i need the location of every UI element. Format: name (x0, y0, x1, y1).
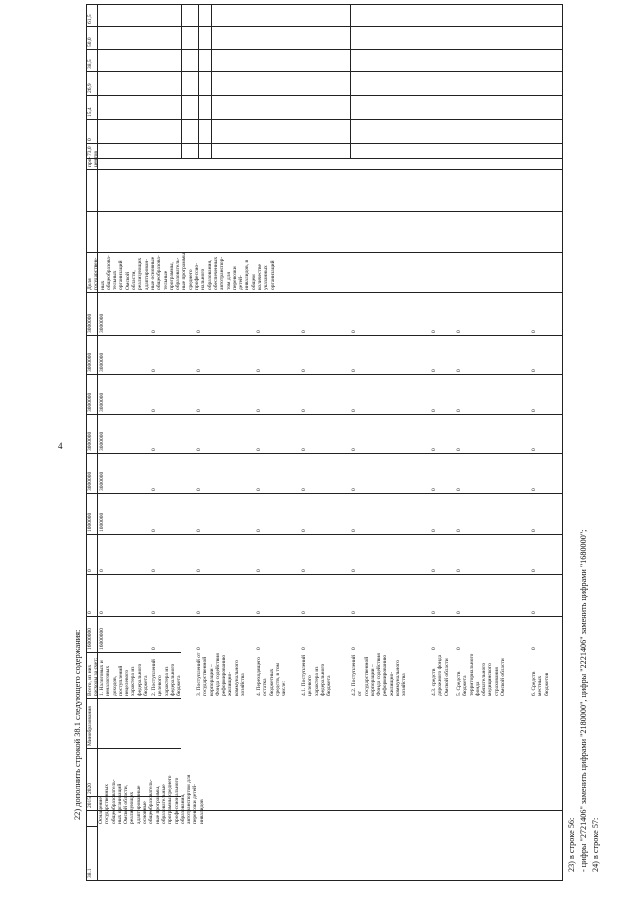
task-name-text: Оснащение государственных общеобразователь- ных организаций Омской области, реализующих адаптированные основные общеобразователь- ные программы, образовательные программы среднего профессионального образования, автотранспортом для перевозки детей- инвалидов (98, 774, 205, 824)
source-3-value-0-text: 0 (196, 647, 202, 650)
source-5-value-7 (300, 335, 350, 374)
source-label-1-text: 1. Налоговых и неналоговых доходов, поступлений нецелевого характера из федерального бюджета (99, 660, 150, 696)
source-7-value-7-text: 0 (431, 369, 437, 372)
source-6-value-1-text: 0 (351, 611, 357, 614)
source-9-value-1 (530, 574, 562, 616)
source-8-value-8 (455, 292, 530, 335)
source-label-0-text: Всего, из них расходы за счет: (87, 657, 100, 696)
year-from (86, 796, 97, 810)
indicator-value-0 (86, 143, 97, 158)
source-1-value-1-text: 0 (99, 611, 105, 614)
source-8-value-6 (455, 374, 530, 414)
source-3-value-6 (195, 374, 255, 414)
source-0-value-7-text: 3000000 (87, 352, 93, 372)
source-7-value-7 (430, 335, 455, 374)
source-9-value-1-text: 0 (531, 611, 537, 614)
source-6-value-5 (350, 414, 430, 453)
source-0-value-2-text: 0 (87, 569, 93, 572)
source-6-value-1 (350, 574, 430, 616)
source-label-6 (350, 652, 430, 698)
source-4-value-1-text: 0 (256, 611, 262, 614)
intro-text: 22) дополнить строкой 38.1 следующего содержания: (73, 629, 82, 820)
source-3-value-7-text: 0 (196, 369, 202, 372)
year-to-text: 2020 (87, 783, 93, 794)
source-3-value-4-text: 0 (196, 488, 202, 491)
indicator-value-4-text: 38,5 (87, 59, 93, 69)
source-7-value-2-text: 0 (431, 569, 437, 572)
source-1-value-6-text: 3000000 (99, 392, 105, 412)
indicator-value-5 (86, 26, 97, 49)
source-2-value-5 (150, 414, 195, 453)
source-9-value-7-text: 0 (531, 369, 537, 372)
source-5-value-2-text: 0 (301, 569, 307, 572)
source-5-value-2 (300, 534, 350, 574)
source-label-6-text: 4.2. Поступлений от государственной корпорации – Фонда содействия реформированию жилищно- коммунального хозяйства (351, 653, 408, 696)
source-2-value-1 (150, 574, 195, 616)
source-8-value-0-text: 0 (456, 647, 462, 650)
indicator-name (86, 169, 562, 292)
source-4-value-7 (255, 335, 300, 374)
source-8-value-4 (455, 453, 530, 493)
source-2-value-3 (150, 493, 195, 534)
source-4-value-2-text: 0 (256, 569, 262, 572)
source-7-value-8-text: 0 (431, 330, 437, 333)
source-9-value-7 (530, 335, 562, 374)
source-8-value-0 (455, 616, 530, 652)
source-4-value-6-text: 0 (256, 409, 262, 412)
source-0-value-3 (86, 493, 98, 534)
source-8-value-2 (455, 534, 530, 574)
source-9-value-4-text: 0 (531, 488, 537, 491)
source-1-value-0-text: 16000000 (99, 628, 105, 650)
source-6-value-3-text: 0 (351, 529, 357, 532)
source-9-value-3-text: 0 (531, 529, 537, 532)
indicator-value-2-text: 15,4 (87, 107, 93, 117)
source-4-value-4 (255, 453, 300, 493)
source-7-value-4-text: 0 (431, 488, 437, 491)
source-7-value-3-text: 0 (431, 529, 437, 532)
source-0-value-6-text: 3000000 (87, 392, 93, 412)
table-border-right (562, 4, 563, 880)
source-1-value-0 (98, 616, 150, 652)
source-5-value-4 (300, 453, 350, 493)
source-5-value-7-text: 0 (301, 369, 307, 372)
source-7-value-8 (430, 292, 455, 335)
source-4-value-0-text: 0 (256, 647, 262, 650)
source-3-value-8-text: 0 (196, 330, 202, 333)
source-label-9 (530, 652, 562, 698)
source-label-3-text: 3. Поступлений от государственной корпорации – Фонда содействия реформированию жилищно- коммунального хозяйства (196, 652, 247, 696)
source-label-8-text: 5. Средств бюджета территориального фонда обязательного медицинского страхования Омской области (456, 653, 507, 696)
source-0-value-7 (86, 335, 98, 374)
source-5-value-0-text: 0 (301, 647, 307, 650)
source-7-value-2 (430, 534, 455, 574)
source-4-value-1 (255, 574, 300, 616)
source-0-value-4-text: 3000000 (87, 471, 93, 491)
indicator-name-text: Доля государствен- ных общеобразова- тельных организаций Омской области, реализующих адаптирован- ные основные общеобразова- тельные программы, образователь- ные программы среднего профессио- нального образования, обеспеченных автотранспор- том для перевозки детей- инвалидов, в общем количестве указанных организаций (87, 252, 276, 290)
source-5-value-8 (300, 292, 350, 335)
source-0-value-8-text: 3000000 (87, 313, 93, 333)
source-1-value-8-text: 3000000 (99, 313, 105, 333)
source-0-value-3-text: 1000000 (87, 512, 93, 532)
note-line-2: - цифры "2721406" заменить цифрами "2180000", цифры "2221406" заменить цифрами "1680000"; (579, 529, 588, 872)
source-6-value-2 (350, 534, 430, 574)
source-6-value-6 (350, 374, 430, 414)
source-3-value-3-text: 0 (196, 529, 202, 532)
source-9-value-0-text: 0 (531, 647, 537, 650)
source-8-value-2-text: 0 (456, 569, 462, 572)
source-9-value-3 (530, 493, 562, 534)
source-0-value-1 (86, 574, 98, 616)
source-1-value-5-text: 3000000 (99, 431, 105, 451)
source-6-value-5-text: 0 (351, 448, 357, 451)
source-3-value-1 (195, 574, 255, 616)
source-3-value-2-text: 0 (196, 569, 202, 572)
source-5-value-6 (300, 374, 350, 414)
source-0-value-6 (86, 374, 98, 414)
source-2-value-3-text: 0 (151, 529, 157, 532)
note-line-3: 24) в строке 57: (591, 817, 600, 872)
source-5-value-4-text: 0 (301, 488, 307, 491)
row-line-5 (350, 4, 351, 158)
source-0-value-0-text: 16000000 (87, 628, 93, 650)
source-6-value-4 (350, 453, 430, 493)
source-label-7-text: 4.3. средств дорожного фонда Омской области (431, 654, 450, 696)
source-8-value-4-text: 0 (456, 488, 462, 491)
row-number-text: 38.1 (87, 868, 93, 878)
source-label-2 (150, 652, 195, 698)
source-7-value-6-text: 0 (431, 409, 437, 412)
source-label-7 (430, 652, 455, 698)
source-8-value-1-text: 0 (456, 611, 462, 614)
source-7-value-6 (430, 374, 455, 414)
source-label-3 (195, 652, 255, 698)
source-2-value-4 (150, 453, 195, 493)
note-line-1: 23) в строке 56: (567, 817, 576, 872)
source-2-value-1-text: 0 (151, 611, 157, 614)
source-2-value-6-text: 0 (151, 409, 157, 412)
table-border-bottom (86, 880, 563, 881)
column-line-4 (86, 748, 181, 749)
row-line-4 (211, 4, 212, 158)
source-6-value-7-text: 0 (351, 369, 357, 372)
source-2-value-2 (150, 534, 195, 574)
source-0-value-5 (86, 414, 98, 453)
source-9-value-8-text: 0 (531, 330, 537, 333)
indicator-value-6-text: 61,5 (87, 14, 93, 24)
source-5-value-0 (300, 616, 350, 652)
source-4-value-3-text: 0 (256, 529, 262, 532)
source-0-value-0 (86, 616, 98, 652)
source-6-value-3 (350, 493, 430, 534)
source-0-value-5-text: 3000000 (87, 431, 93, 451)
source-6-value-7 (350, 335, 430, 374)
column-line-20 (86, 143, 562, 144)
year-from-text: 2015 (87, 797, 93, 808)
source-6-value-2-text: 0 (351, 569, 357, 572)
column-line-22 (86, 95, 562, 96)
source-1-value-7-text: 3000000 (99, 352, 105, 372)
source-5-value-3-text: 0 (301, 529, 307, 532)
source-7-value-1-text: 0 (431, 611, 437, 614)
source-5-value-5-text: 0 (301, 448, 307, 451)
source-5-value-1 (300, 574, 350, 616)
source-4-value-5-text: 0 (256, 448, 262, 451)
source-1-value-4 (98, 453, 150, 493)
column-line-24 (86, 49, 562, 50)
source-8-value-7 (455, 335, 530, 374)
source-1-value-4-text: 3000000 (99, 471, 105, 491)
year-to (86, 748, 97, 796)
executor (86, 698, 97, 748)
source-9-value-6-text: 0 (531, 409, 537, 412)
source-label-9-text: 6. Средств местных бюджетов (531, 671, 550, 696)
column-line-5 (86, 698, 181, 699)
source-6-value-4-text: 0 (351, 488, 357, 491)
indicator-value-0-text: 73,0 (87, 146, 93, 156)
source-9-value-4 (530, 453, 562, 493)
source-1-value-1 (98, 574, 150, 616)
indicator-value-5-text: 50,0 (87, 37, 93, 47)
source-2-value-0 (150, 616, 195, 652)
source-0-value-8 (86, 292, 98, 335)
source-2-value-7 (150, 335, 195, 374)
source-label-0 (86, 652, 98, 698)
source-7-value-5 (430, 414, 455, 453)
source-8-value-7-text: 0 (456, 369, 462, 372)
source-5-value-6-text: 0 (301, 409, 307, 412)
source-3-value-4 (195, 453, 255, 493)
source-3-value-0 (195, 616, 255, 652)
source-1-value-2 (98, 534, 150, 574)
row-number (86, 826, 97, 880)
source-4-value-7-text: 0 (256, 369, 262, 372)
source-9-value-5-text: 0 (531, 448, 537, 451)
source-4-value-5 (255, 414, 300, 453)
source-1-value-3 (98, 493, 150, 534)
source-0-value-2 (86, 534, 98, 574)
source-2-value-8 (150, 292, 195, 335)
source-5-value-3 (300, 493, 350, 534)
source-1-value-6 (98, 374, 150, 414)
executor-text: Минобразования (87, 706, 93, 746)
source-4-value-0 (255, 616, 300, 652)
column-line-21 (86, 119, 562, 120)
source-3-value-7 (195, 335, 255, 374)
source-6-value-0 (350, 616, 430, 652)
source-8-value-8-text: 0 (456, 330, 462, 333)
source-8-value-6-text: 0 (456, 409, 462, 412)
source-label-5-text: 4.1. Поступлений целевого характера из федерального бюджета (301, 655, 333, 696)
source-4-value-8 (255, 292, 300, 335)
source-4-value-4-text: 0 (256, 488, 262, 491)
source-8-value-5 (455, 414, 530, 453)
source-6-value-6-text: 0 (351, 409, 357, 412)
source-1-value-2-text: 0 (99, 569, 105, 572)
source-label-1 (98, 652, 150, 698)
indicator-value-3 (86, 71, 97, 95)
column-line-23 (86, 71, 562, 72)
indicator-value-3-text: 26,9 (87, 83, 93, 93)
source-2-value-6 (150, 374, 195, 414)
column-line-25 (86, 26, 562, 27)
source-4-value-6 (255, 374, 300, 414)
source-0-value-1-text: 0 (87, 611, 93, 614)
source-1-value-3-text: 1000000 (99, 512, 105, 532)
source-6-value-0-text: 0 (351, 647, 357, 650)
source-2-value-5-text: 0 (151, 448, 157, 451)
source-9-value-2 (530, 534, 562, 574)
source-7-value-4 (430, 453, 455, 493)
source-label-5 (300, 652, 350, 698)
source-7-value-3 (430, 493, 455, 534)
source-0-value-4 (86, 453, 98, 493)
indicator-value-2 (86, 95, 97, 119)
source-3-value-8 (195, 292, 255, 335)
source-8-value-5-text: 0 (456, 448, 462, 451)
source-5-value-8-text: 0 (301, 330, 307, 333)
source-5-value-1-text: 0 (301, 611, 307, 614)
source-8-value-1 (455, 574, 530, 616)
source-7-value-0 (430, 616, 455, 652)
source-label-4 (255, 652, 300, 698)
indicator-value-6 (86, 4, 97, 26)
table-border-top (86, 4, 562, 5)
source-6-value-8-text: 0 (351, 330, 357, 333)
source-1-value-5 (98, 414, 150, 453)
source-label-8 (455, 652, 530, 698)
source-9-value-8 (530, 292, 562, 335)
source-3-value-5-text: 0 (196, 448, 202, 451)
source-9-value-6 (530, 374, 562, 414)
source-8-value-3 (455, 493, 530, 534)
indicator-value-1 (86, 119, 97, 143)
source-2-value-7-text: 0 (151, 369, 157, 372)
source-2-value-2-text: 0 (151, 569, 157, 572)
source-3-value-6-text: 0 (196, 409, 202, 412)
source-4-value-2 (255, 534, 300, 574)
source-2-value-4-text: 0 (151, 488, 157, 491)
source-3-value-5 (195, 414, 255, 453)
source-label-4-text: 4. Переходящего остатка бюджетных средств, в том числе: (256, 656, 288, 696)
source-4-value-8-text: 0 (256, 330, 262, 333)
source-3-value-3 (195, 493, 255, 534)
source-9-value-5 (530, 414, 562, 453)
source-9-value-2-text: 0 (531, 569, 537, 572)
source-8-value-3-text: 0 (456, 529, 462, 532)
task-name (97, 774, 562, 826)
source-3-value-2 (195, 534, 255, 574)
source-3-value-1-text: 0 (196, 611, 202, 614)
source-4-value-3 (255, 493, 300, 534)
source-7-value-5-text: 0 (431, 448, 437, 451)
row-line-2 (181, 4, 182, 158)
page-number: 4 (58, 441, 63, 451)
source-1-value-7 (98, 335, 150, 374)
source-2-value-8-text: 0 (151, 330, 157, 333)
source-2-value-0-text: 0 (151, 647, 157, 650)
source-7-value-0-text: 0 (431, 647, 437, 650)
indicator-value-4 (86, 49, 97, 71)
source-9-value-0 (530, 616, 562, 652)
row-line-3 (198, 4, 199, 158)
source-label-2-text: 2. Поступлений целевого характера из федерального бюджета (151, 659, 183, 696)
indicator-value-1-text: 0 (87, 138, 93, 141)
indicator-unit-text: про- центов (87, 150, 100, 167)
source-5-value-5 (300, 414, 350, 453)
source-1-value-8 (98, 292, 150, 335)
source-6-value-8 (350, 292, 430, 335)
source-7-value-1 (430, 574, 455, 616)
